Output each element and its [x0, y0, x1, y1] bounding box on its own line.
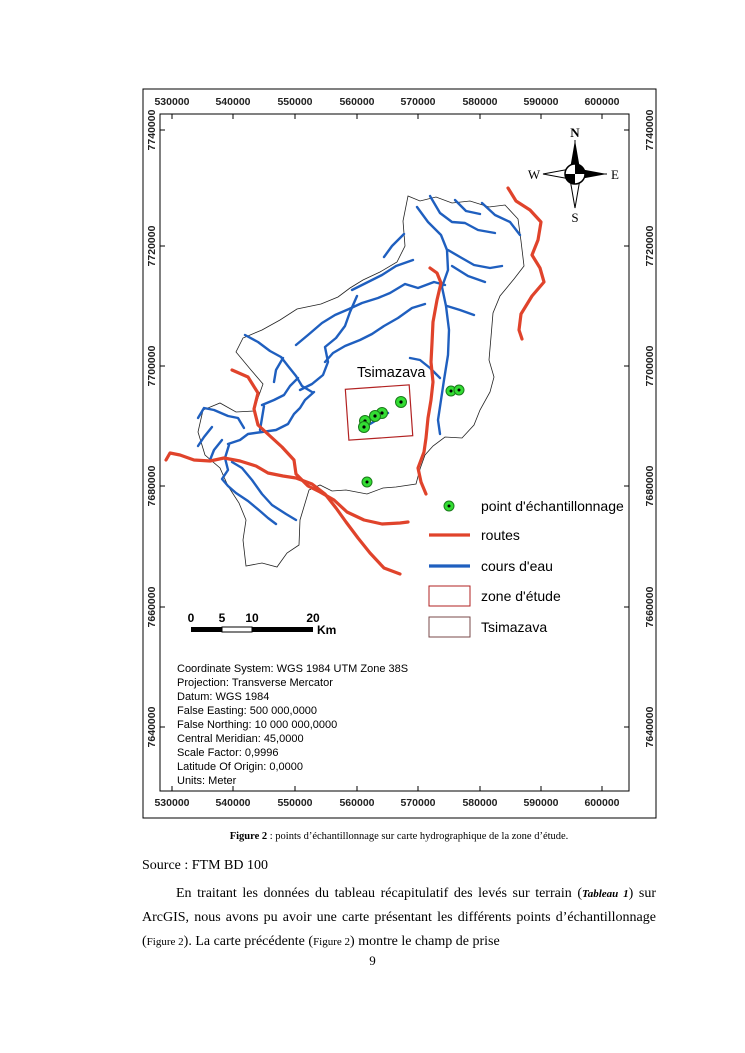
sampling-point [370, 411, 381, 422]
x-tick-label: 550000 [277, 96, 313, 108]
x-tick-label: 590000 [523, 797, 559, 809]
scale-tick-label: 10 [245, 611, 259, 625]
caption-text: : points d’échantillonnage sur carte hydrographique de la zone d’étude. [267, 831, 569, 842]
metadata-line: Datum: WGS 1984 [177, 691, 270, 703]
scale-tick-label: 20 [306, 611, 320, 625]
body-paragraph [142, 882, 656, 954]
x-tick-label: 540000 [215, 797, 251, 809]
compass-e: E [611, 167, 619, 182]
para-text: ). La carte précédente ( [183, 934, 314, 949]
compass-n: N [570, 125, 580, 140]
y-tick-label: 7700000 [644, 345, 656, 387]
x-tick-label: 560000 [339, 96, 375, 108]
metadata-line: Latitude Of Origin: 0,0000 [177, 761, 303, 773]
metadata-line: Projection: Transverse Mercator [177, 677, 333, 689]
sampling-point [362, 477, 372, 487]
y-tick-label: 7720000 [644, 225, 656, 267]
caption-label: Figure 2 [229, 831, 268, 842]
legend-label: point d'échantillonnage [481, 498, 624, 514]
figure-ref: Figure 2 [313, 936, 351, 948]
scale-tick-label: 0 [187, 611, 195, 625]
legend-label: cours d'eau [481, 558, 553, 574]
table-ref: Tableau 1 [582, 888, 629, 900]
x-tick-label: 600000 [584, 96, 620, 108]
y-tick-label: 7740000 [644, 109, 656, 151]
y-tick-label: 7680000 [146, 465, 158, 507]
x-tick-label: 530000 [154, 797, 190, 809]
y-tick-label: 7720000 [146, 225, 158, 267]
para-text: ) sur ArcGIS, nous avons pu avoir une carte présentant les différents points d’échantillonnage ( [142, 886, 656, 949]
metadata-line: Central Meridian: 45,0000 [177, 733, 304, 745]
y-tick-label: 7740000 [146, 109, 158, 151]
y-tick-label: 7660000 [146, 586, 158, 628]
metadata-line: Coordinate System: WGS 1984 UTM Zone 38S [177, 663, 409, 675]
x-tick-label: 570000 [400, 797, 436, 809]
x-tick-label: 550000 [277, 797, 313, 809]
y-tick-label: 7660000 [644, 586, 656, 628]
y-tick-label: 7640000 [644, 706, 656, 748]
metadata-line: False Easting: 500 000,0000 [177, 705, 318, 717]
x-tick-label: 600000 [584, 797, 620, 809]
y-tick-label: 7640000 [146, 706, 158, 748]
x-tick-label: 590000 [523, 96, 559, 108]
legend-label: routes [481, 527, 520, 543]
para-text: En traitant les données du tableau récapitulatif des levés sur terrain ( [176, 886, 582, 901]
x-tick-label: 580000 [462, 96, 498, 108]
place-label-tsimazava: Tsimazava [357, 365, 426, 381]
figure-ref: Figure 2 [146, 936, 184, 948]
legend-label: zone d'étude [481, 588, 561, 604]
sampling-point [454, 385, 464, 395]
figure-caption [143, 831, 655, 842]
sampling-point [359, 422, 370, 433]
y-tick-label: 7680000 [644, 465, 656, 507]
metadata-line: Units: Meter [177, 775, 237, 787]
map-neatline [160, 114, 629, 791]
para-text: ) montre le champ de prise [350, 934, 500, 949]
x-tick-label: 560000 [339, 797, 375, 809]
x-tick-label: 580000 [462, 797, 498, 809]
page-number: 9 [369, 953, 376, 968]
x-tick-label: 570000 [400, 96, 436, 108]
legend-label: Tsimazava [481, 619, 548, 635]
x-tick-label: 530000 [154, 96, 190, 108]
y-tick-label: 7700000 [146, 345, 158, 387]
scale-unit: Km [317, 623, 337, 637]
source-line: Source : FTM BD 100 [142, 858, 268, 873]
metadata-line: Scale Factor: 0,9996 [177, 747, 279, 759]
metadata-line: False Northing: 10 000 000,0000 [177, 719, 338, 731]
compass-w: W [527, 167, 541, 182]
x-tick-label: 540000 [215, 96, 251, 108]
compass-s: S [571, 210, 579, 225]
scale-tick-label: 5 [218, 611, 226, 625]
sampling-point [396, 397, 407, 408]
